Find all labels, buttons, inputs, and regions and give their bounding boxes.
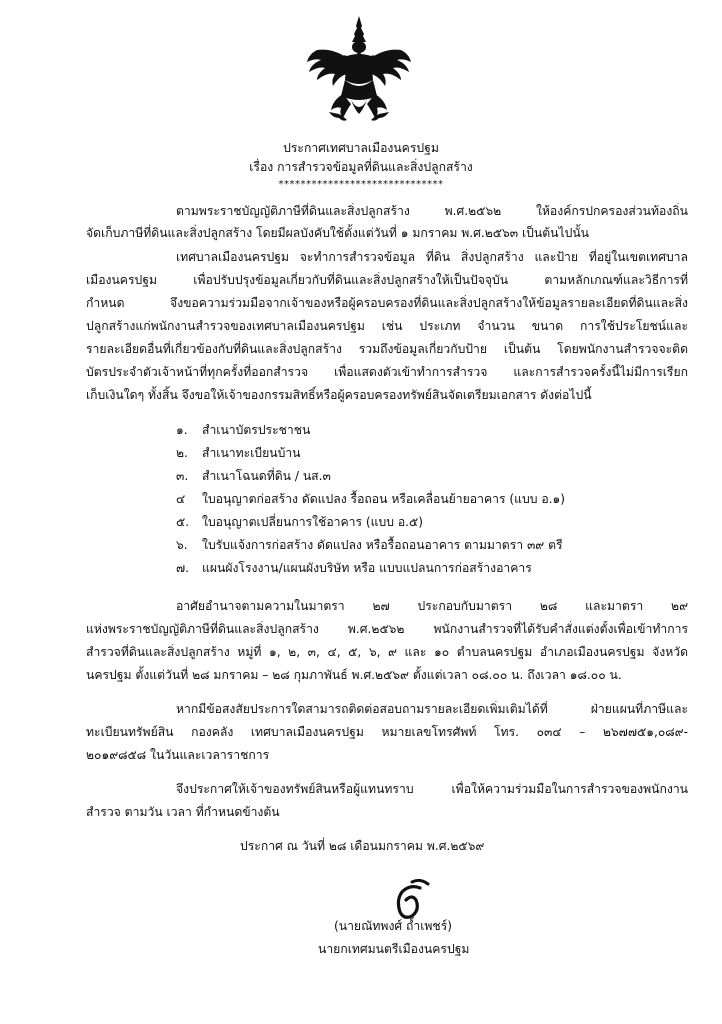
list-number: ๓.	[176, 469, 189, 483]
list-number: ๒.	[176, 446, 188, 460]
para2-line: เก็บเงินใดๆ ทั้งสิ้น จึงขอให้เจ้าของกรรมสิทธิ์หรือผู้ครอบครองทรัพย์สินจัดเตรียมเอกสาร ดังต่อไปนี้	[86, 388, 592, 402]
list-text: สำเนาบัตรประชาชน	[202, 423, 311, 437]
list-item	[176, 422, 310, 438]
signer-name: (นายณัทพงศ์ ถ้ำเพชร์)	[334, 919, 453, 933]
para3-line: แห่งพระราชบัญญัติภาษีที่ดินและสิ่งปลูกสร้าง พ.ศ.๒๕๖๒ พนักงานสำรวจที่ได้รับคำสั่งแต่งตั้งเพื่อเข้าทำการ	[86, 622, 688, 636]
list-text: ใบอนุญาตก่อสร้าง ดัดแปลง รื้อถอน หรือเคลื่อนย้ายอาคาร (แบบ อ.๑)	[202, 492, 566, 506]
list-number: ๕.	[176, 515, 190, 529]
list-number: ๔	[176, 492, 186, 506]
signer-position: นายกเทศมนตรีเมืองนครปฐม	[318, 942, 470, 956]
para2-line: บัตรประจำตัวเจ้าหน้าที่ทุกครั้งที่ออกสำรวจ เพื่อแสดงตัวเข้าทำการสำรวจ และการสำรวจครั้งนี้ไม่มีการเรียก	[86, 365, 688, 379]
list-item	[176, 560, 532, 576]
para3-line: นครปฐม ตั้งแต่วันที่ ๒๘ มกราคม – ๒๘ กุมภาพันธ์ พ.ศ.๒๕๖๙ ตั้งแต่เวลา ๐๘.๐๐ น. ถึงเวลา ๑๘.๐๐ น.	[86, 668, 622, 682]
para2-line: เทศบาลเมืองนครปฐม จะทำการสำรวจข้อมูล ที่ดิน สิ่งปลูกสร้าง และป้าย ที่อยู่ในเขตเทศบาล	[176, 250, 688, 264]
garuda-emblem-icon	[303, 14, 415, 124]
para2-line: รายละเอียดอื่นที่เกี่ยวข้องกับที่ดินและสิ่งปลูกสร้าง รวมถึงข้อมูลเกี่ยวกับป้าย เป็นต้น โดยพนักงานสำรวจจะติด	[86, 342, 688, 356]
list-item	[176, 537, 563, 553]
para2-line: ปลูกสร้างแก่พนักงานสำรวจของเทศบาลเมืองนครปฐม เช่น ประเภท จำนวน ขนาด การใช้ประโยชน์และ	[86, 319, 688, 333]
list-item	[176, 445, 301, 461]
para4-line: ๒๐๑๙๘๕๘ ในวันและเวลาราชการ	[86, 748, 270, 762]
header-separator: ******************************	[278, 179, 444, 190]
para2-line: เมืองนครปฐม เพื่อปรับปรุงข้อมูลเกี่ยวกับที่ดินและสิ่งปลูกสร้างให้เป็นปัจจุบัน ตามหลักเกณฑ์และวิธีการที่	[86, 273, 688, 287]
list-number: ๗.	[176, 561, 190, 575]
announcement-title: ประกาศเทศบาลเมืองนครปฐม	[283, 141, 439, 155]
para1-line: จัดเก็บภาษีที่ดินและสิ่งปลูกสร้าง โดยมีผลบังคับใช้ตั้งแต่วันที่ ๑ มกราคม พ.ศ.๒๕๖๓ เป็นต้นไปนั้น	[86, 226, 589, 240]
para1-line: ตามพระราชบัญญัติภาษีที่ดินและสิ่งปลูกสร้าง พ.ศ.๒๕๖๒ ให้องค์กรปกครองส่วนท้องถิ่น	[176, 204, 688, 218]
para3-line: อาศัยอำนาจตามความในมาตรา ๒๗ ประกอบกับมาตรา ๒๘ และมาตรา ๒๙	[176, 599, 688, 613]
list-text: สำเนาทะเบียนบ้าน	[202, 446, 301, 460]
para3-line: สำรวจที่ดินและสิ่งปลูกสร้าง หมู่ที่ ๑, ๒, ๓, ๔, ๕, ๖, ๙ และ ๑๐ ตำบลนครปฐม อำเภอเมืองนครปฐม จังหวัด	[86, 645, 688, 659]
announcement-subject: เรื่อง การสำรวจข้อมูลที่ดินและสิ่งปลูกสร้าง	[249, 160, 473, 174]
list-number: ๑.	[176, 423, 188, 437]
list-item	[176, 514, 423, 530]
para4-line: หากมีข้อสงสัยประการใดสามารถติดต่อสอบถามรายละเอียดเพิ่มเติมได้ที่ ฝ่ายแผนที่ภาษีและ	[176, 702, 688, 716]
para5-line: สำรวจ ตามวัน เวลา ที่กำหนดข้างต้น	[86, 805, 280, 819]
list-number: ๖.	[176, 538, 188, 552]
list-text: ใบอนุญาตเปลี่ยนการใช้อาคาร (แบบ อ.๕)	[202, 515, 424, 529]
list-text: ใบรับแจ้งการก่อสร้าง ดัดแปลง หรือรื้อถอนอาคาร ตามมาตรา ๓๙ ตรี	[202, 538, 563, 552]
list-text: แผนผังโรงงาน/แผนผังบริษัท หรือ แบบแปลนการก่อสร้างอาคาร	[202, 561, 532, 575]
para5-line: จึงประกาศให้เจ้าของทรัพย์สินหรือผู้แทนทราบ เพื่อให้ความร่วมมือในการสำรวจของพนักงาน	[176, 782, 688, 796]
list-item	[176, 468, 331, 484]
para4-line: ทะเบียนทรัพย์สิน กองคลัง เทศบาลเมืองนครปฐม หมายเลขโทรศัพท์ โทร. ๐๓๔ – ๒๖๗๗๕๑,๐๘๙-	[86, 725, 688, 739]
list-text: สำเนาโฉนดที่ดิน / นส.๓	[202, 469, 331, 483]
para2-line: กำหนด จึงขอความร่วมมือจากเจ้าของหรือผู้ครอบครองที่ดินและสิ่งปลูกสร้างให้ข้อมูลรายละเอียดที่ดินและสิ่ง	[86, 296, 688, 310]
list-item	[176, 491, 565, 507]
announce-date: ประกาศ ณ วันที่ ๒๘ เดือนมกราคม พ.ศ.๒๕๖๙	[240, 839, 485, 853]
